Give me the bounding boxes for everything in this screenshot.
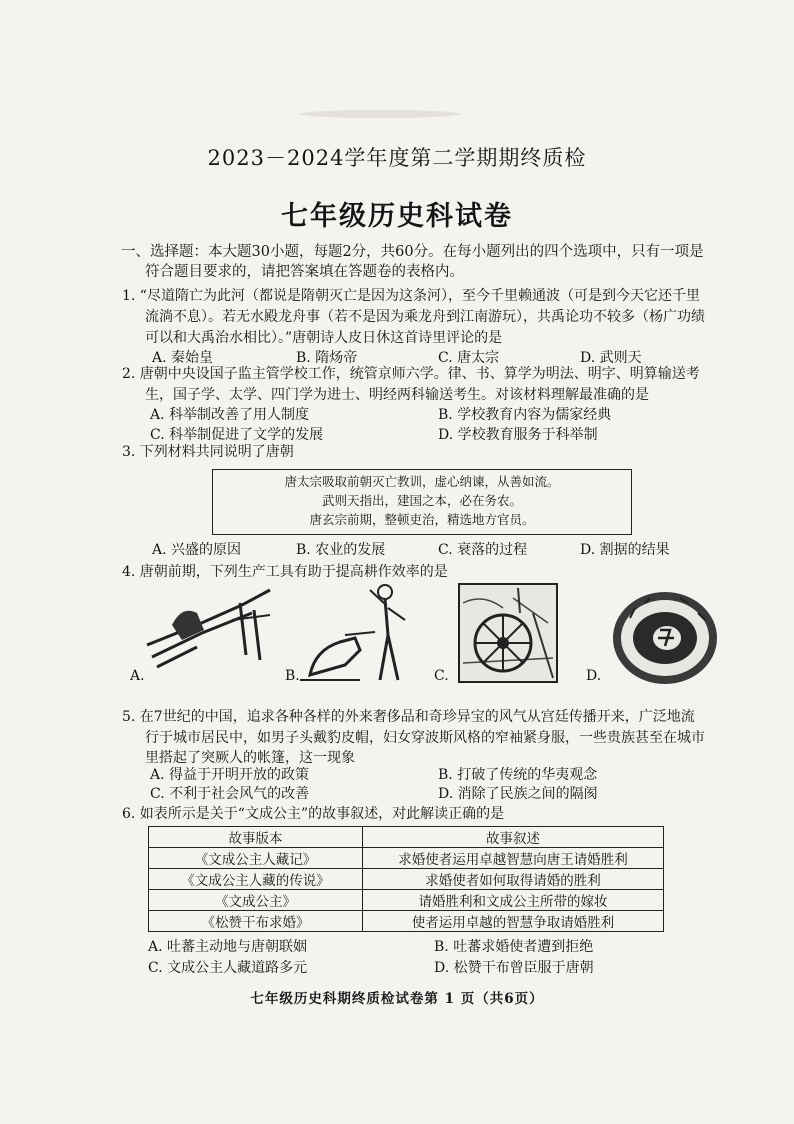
q2-option-a: A. 科举制改善了用人制度 xyxy=(150,407,310,423)
farmer-plough-image xyxy=(300,580,415,685)
scan-smudge xyxy=(300,110,460,118)
exam-subject-title: 七年级历史科试卷 xyxy=(281,201,513,232)
exam-title: 2023－2024学年度第二学期期终质检 xyxy=(207,146,587,170)
q6-stem: 6. 如表所示是关于“文成公主”的故事叙述，对此解读正确的是 xyxy=(122,806,505,822)
table-cell-narrative: 求婚使者如何取得请婚的胜利 xyxy=(363,869,664,890)
q5-line3: 里搭起了突厥人的帐篷，这一现象 xyxy=(145,750,355,766)
q4-option-b: B. xyxy=(285,668,300,684)
q5-option-c: C. 不利于社会风气的改善 xyxy=(150,786,310,802)
q3-option-a: A. 兴盛的原因 xyxy=(152,542,242,558)
q4-stem: 4. 唐朝前期，下列生产工具有助于提高耕作效率的是 xyxy=(122,564,448,580)
quyuan-plough-image xyxy=(142,585,277,670)
water-wheel-image xyxy=(458,583,558,683)
q4-option-c: C. xyxy=(434,668,449,684)
table-header-version: 故事版本 xyxy=(149,827,363,848)
q1-option-c: C. 唐太宗 xyxy=(438,350,500,366)
table-cell-version: 《文成公主人藏的传说》 xyxy=(149,869,363,890)
q5-option-a: A. 得益于开明开放的政策 xyxy=(150,767,310,783)
q2-line1: 2. 唐朝中央设国子监主管学校工作，统管京师六学。律、书、算学为明法、明字、明算输送考 xyxy=(122,366,700,382)
q3-stem: 3. 下列材料共同说明了唐朝 xyxy=(122,444,294,460)
q1-option-a: A. 秦始皇 xyxy=(152,350,214,366)
q3-quote-2: 武则天指出，建国之本，必在务农。 xyxy=(321,493,522,508)
table-row xyxy=(149,869,664,890)
q4-option-a: A. xyxy=(130,668,145,684)
q3-option-d: D. 割据的结果 xyxy=(580,542,670,558)
q3-option-c: C. 衰落的过程 xyxy=(438,542,528,558)
q2-option-d: D. 学校教育服务于科举制 xyxy=(438,427,598,443)
q5-line2: 行于城市居民中，如男子头戴豹皮帽，妇女穿波斯风格的窄袖紧身服，一些贵族甚至在城市 xyxy=(145,730,705,746)
q4-option-d: D. xyxy=(586,668,602,684)
q2-option-b: B. 学校教育内容为儒家经典 xyxy=(438,407,612,423)
q5-line1: 5. 在7世纪的中国，追求各种各样的外来奢侈品和奇珍异宝的风气从宫廷传播开来，广泛地流 xyxy=(122,709,695,725)
q6-option-c: C. 文成公主人藏道路多元 xyxy=(148,960,308,976)
table-cell-narrative: 使者运用卓越的智慧争取请婚胜利 xyxy=(363,911,664,932)
table-cell-version: 《文成公主人藏记》 xyxy=(149,848,363,869)
q6-option-b: B. 吐蕃求婚使者遭到拒绝 xyxy=(434,939,594,955)
q3-quote-box xyxy=(212,469,632,535)
q3-quote-1: 唐太宗吸取前朝灭亡教训，虚心纳谏，从善如流。 xyxy=(284,474,560,489)
q1-option-d: D. 武则天 xyxy=(580,350,642,366)
round-seal-image xyxy=(610,588,720,688)
section-heading-line1: 一、选择题：本大题30小题，每题2分，共60分。在每小题列出的四个选项中，只有一项是 xyxy=(121,244,704,260)
page-footer: 七年级历史科期终质检试卷第 1 页（共6页） xyxy=(250,991,544,1007)
table-cell-narrative: 请婚胜利和文成公主所带的嫁妆 xyxy=(363,890,664,911)
table-cell-version: 《文成公主》 xyxy=(149,890,363,911)
story-version-table xyxy=(148,826,664,932)
q2-option-c: C. 科举制促进了文学的发展 xyxy=(150,427,324,443)
q6-option-a: A. 吐蕃主动地与唐朝联姻 xyxy=(148,939,308,955)
q3-option-b: B. 农业的发展 xyxy=(296,542,386,558)
q1-line3: 可以和大禹治水相比）。”唐朝诗人皮日休这首诗里评论的是 xyxy=(145,330,503,346)
q2-line2: 生，国子学、太学、四门学为进士、明经两科输送考生。对该材料理解最准确的是 xyxy=(145,387,649,403)
q1-option-b: B. 隋炀帝 xyxy=(296,350,358,366)
q1-line2: 流淌不息）。若无水殿龙舟事（若不是因为乘龙舟到江南游玩），共禹论功不较多（杨广功绩 xyxy=(145,309,705,325)
q6-option-d: D. 松赞干布曾臣服于唐朝 xyxy=(434,960,594,976)
table-header-narrative: 故事叙述 xyxy=(363,827,664,848)
section-heading-line2: 符合题目要求的，请把答案填在答题卷的表格内。 xyxy=(145,264,464,280)
q1-line1: 1. “尽道隋亡为此河（都说是隋朝灭亡是因为这条河），至今千里赖通波（可是到今天它还千里 xyxy=(122,288,700,304)
q5-option-b: B. 打破了传统的华夷观念 xyxy=(438,767,598,783)
table-row xyxy=(149,848,664,869)
table-cell-narrative: 求婚使者运用卓越智慧向唐王请婚胜利 xyxy=(363,848,664,869)
table-row xyxy=(149,890,664,911)
table-cell-version: 《松赞干布求婚》 xyxy=(149,911,363,932)
q5-option-d: D. 消除了民族之间的隔阂 xyxy=(438,786,598,802)
table-header-row xyxy=(149,827,664,848)
table-row xyxy=(149,911,664,932)
q3-quote-3: 唐玄宗前期，整顿吏治，精选地方官员。 xyxy=(309,512,535,527)
